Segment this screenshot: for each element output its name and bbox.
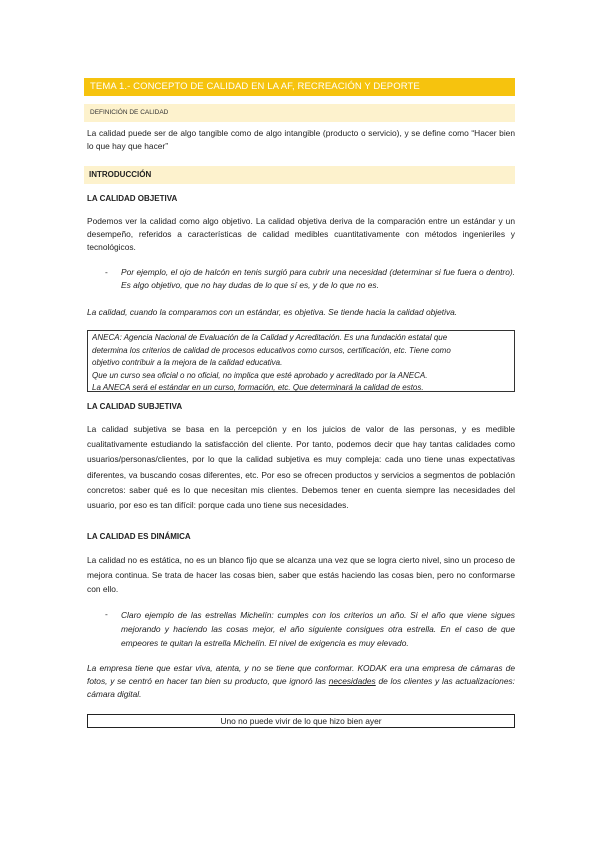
objective-quality-paragraph: Podemos ver la calidad como algo objetivo. La calidad objetiva deriva de la comparación entre un estándar y un desempeño, referidos a características de calidad medibles cuantitativamente con métodos ingenieriles y tecnológicos. (87, 216, 515, 252)
aneca-info-box (87, 330, 515, 392)
topic-title-bar: TEMA 1.- CONCEPTO DE CALIDAD EN LA AF, RECREACIÓN Y DEPORTE (84, 78, 515, 96)
aneca-line: La ANECA será el estándar en un curso, formación, etc. Que determinará la calidad de estos. (92, 383, 424, 392)
kodak-text: La empresa tiene que estar viva, atenta, y no se tiene que conformar. KODAK era una empresa de cámaras de fotos, y se centró en hacer tan bien su producto, que ignoró las (87, 663, 515, 686)
bullet-dash: - (105, 609, 108, 619)
dynamic-quality-paragraph: La calidad no es estática, no es un blanco fijo que se alcanza una vez que se logra cierto nivel, sino un proceso de mejora continua. Se trata de hacer las cosas bien, saber que estás haciendo las cosas bien, pero no conformarse con ello. (87, 555, 515, 594)
hawk-eye-example: Por ejemplo, el ojo de halcón en tenis surgió para cubrir una necesidad (determinar si fue fuera o dentro). Es algo objetivo, que no hay dudas de lo que sí es, y de lo que no es. (121, 267, 515, 290)
subjective-quality-heading: LA CALIDAD SUBJETIVA (87, 402, 183, 411)
bullet-dash: - (105, 267, 108, 277)
section-subtitle-bar: DEFINICIÓN DE CALIDAD (84, 104, 515, 122)
aneca-line: ANECA: Agencia Nacional de Evaluación de la Calidad y Acreditación. Es una fundación estatal que (92, 333, 448, 342)
objective-quality-heading: LA CALIDAD OBJETIVA (87, 194, 178, 203)
definition-paragraph: La calidad puede ser de algo tangible como de algo intangible (producto o servicio), y se define como “Hacer bien lo que hay que hacer” (87, 128, 515, 151)
introduction-heading-bar: INTRODUCCIÓN (84, 166, 515, 184)
underlined-word: necesidades (328, 676, 376, 686)
kodak-text-end: de los clientes y las actualizaciones: cámara digital. (87, 676, 515, 699)
objective-quality-note: La calidad, cuando la comparamos con un estándar, es objetiva. Se tiende hacia la calidad objetiva. (87, 307, 458, 317)
aneca-line: determina los criterios de calidad de procesos educativos como cursos, certificación, etc. Tiene como (92, 345, 451, 355)
subjective-quality-paragraph: La calidad subjetiva se basa en la percepción y en los juicios de valor de las personas, y es medible cualitativamente estudiando la satisfacción del cliente. Por tanto, podemos decir que hay tantas calidades como usuarios/personas/clientes, por lo que la calidad subjetiva es muy compleja: cada uno tiene unas expectativas diferentes, va buscando cosas diferentes, etc. Por eso se ofrecen productos y servicios a segmentos de población concretos: saber qué es lo que necesitan mis clientes. Debemos tener en cuenta siempre las necesidades del usuario, por eso es tan difícil: porque cada uno tiene sus necesidades. (87, 424, 515, 511)
quote-box: Uno no puede vivir de lo que hizo bien ayer (87, 714, 515, 728)
kodak-paragraph (87, 662, 515, 701)
dynamic-quality-heading: LA CALIDAD ES DINÁMICA (87, 532, 191, 541)
aneca-line: objetivo contribuir a la mejora de la calidad educativa. (92, 358, 283, 367)
michelin-example: Claro ejemplo de las estrellas Michelín: cumples con los criterios un año. Si el año que viene sigues mejorando y haciendo las cosas mejor, el año siguiente consigues otra estrella. En el caso de que empeores te quitan la estrella Michelín. El nivel de exigencia es muy elevado. (121, 610, 515, 648)
aneca-line: Que un curso sea oficial o no oficial, no implica que esté aprobado y acreditado por la ANECA. (92, 370, 428, 380)
